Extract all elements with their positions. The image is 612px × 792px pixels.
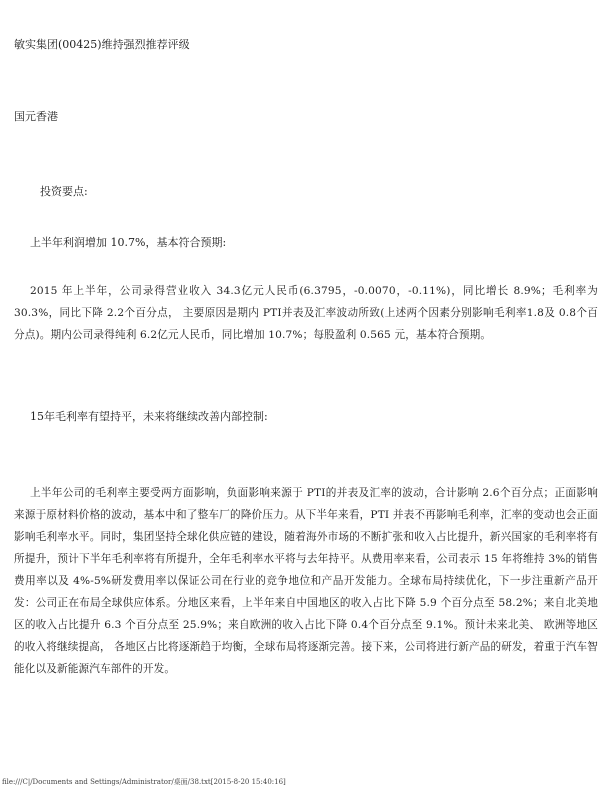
file-path-footer: file:///C|/Documents and Settings/Administrator/桌面/38.txt[2015-8-20 15:40:16]: [2, 778, 286, 786]
subheading-profit: 上半年利润增加 10.7%，基本符合预期:: [30, 236, 227, 249]
source-label: 国元香港: [14, 110, 58, 123]
subheading-margin: 15年毛利率有望持平，未来将继续改善内部控制:: [30, 410, 268, 423]
section-heading: 投资要点:: [40, 185, 88, 198]
page-title: 敏实集团(00425)维持强烈推荐评级: [14, 38, 190, 51]
paragraph-profit: 2015 年上半年，公司录得营业收入 34.3亿元人民币(6.3795，-0.0070，-0.11%)，同比增长 8.9%；毛利率为 30.3%，同比下降 2.2个百分点， 主要原因是期内 PTI并表及汇率波动所致(上述两个因素分别影响毛利率1.8及 0.8个百分点)。期内公司录得纯利 6.2亿元人民币，同比增加 10.7%；每股盈利 0.565 元，基本符合预期。: [14, 285, 598, 341]
paragraph-margin: 上半年公司的毛利率主要受两方面影响，负面影响来源于 PTI的并表及汇率的波动，合计影响 2.6个百分点；正面影响来源于原材料价格的波动，基本中和了整车厂的降价压力。从下半年来看，PTI 并表不再影响毛利率，汇率的变动也会正面影响毛利率水平。同时，集团坚持全球化供应链的建设，随着海外市场的不断扩张和收入占比提升，新兴国家的毛利率将有所提升，预计下半年毛利率将有所提升，全年毛利率水平将与去年持平。从费用率来看，公司表示 15 年将维持 3%的销售费用率以及 4%-5%研发费用率以保证公司在行业的竞争地位和产品开发能力。全球布局持续优化，下一步注重新产品开发：公司正在布局全球供应体系。分地区来看，上半年来自中国地区的收入占比下降 5.9 个百分点至 58.2%；来自北美地区的收入占比提升 6.3 个百分点至 25.9%；来自欧洲的收入占比下降 0.4个百分点至 9.1%。预计未来北美、 欧洲等地区的收入将继续提高， 各地区占比将逐渐趋于均衡，全球布局将逐渐完善。接下来，公司将进行新产品的研发，着重于汽车智能化以及新能源汽车部件的开发。: [14, 487, 598, 675]
